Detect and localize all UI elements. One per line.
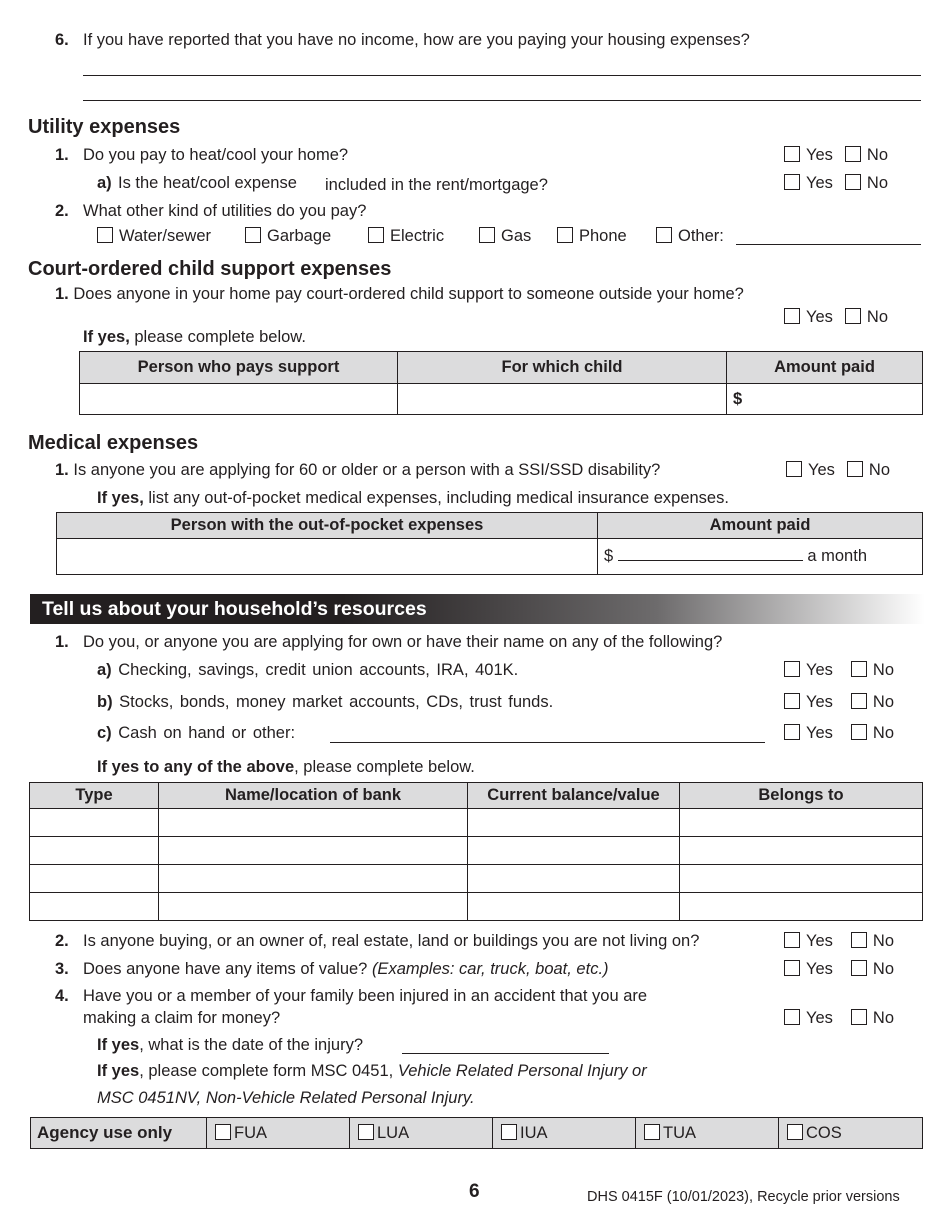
table-cell[interactable] (159, 809, 468, 837)
no-checkbox[interactable] (851, 693, 867, 709)
sub-question-text: Is the heat/cool expense (118, 174, 297, 192)
table-cell[interactable] (30, 893, 159, 921)
yes-checkbox[interactable] (784, 661, 800, 677)
agency-use-table (30, 1117, 923, 1149)
instruction: If yes, list any out-of-pocket medical expenses, including medical insurance expenses. (97, 489, 729, 507)
table-cell[interactable] (468, 809, 680, 837)
injury-date-prompt: If yes, what is the date of the injury? (97, 1036, 364, 1054)
no-checkbox[interactable] (851, 724, 867, 740)
utility-option-electric: Electric (368, 227, 444, 246)
column-header: Amount paid (727, 352, 923, 384)
yes-no-choice: Yes No (784, 308, 888, 327)
table-cell[interactable] (680, 837, 923, 865)
column-header: Type (30, 783, 159, 809)
no-checkbox[interactable] (851, 932, 867, 948)
sub-question: a) Checking, savings, credit union accounts, IRA, 401K. (97, 661, 519, 679)
question-text: What other kind of utilities do you pay? (83, 202, 367, 220)
sub-question-text: included in the rent/mortgage? (325, 176, 548, 194)
yes-no-choice: Yes No (784, 661, 894, 680)
table-cell[interactable] (30, 837, 159, 865)
yes-no-choice: Yes No (784, 724, 894, 743)
question-text: If you have reported that you have no income, how are you paying your housing expenses? (83, 31, 750, 49)
checkbox[interactable] (644, 1124, 660, 1140)
table-cell[interactable] (680, 809, 923, 837)
checkbox[interactable] (358, 1124, 374, 1140)
table-cell[interactable] (30, 865, 159, 893)
section-heading: Court-ordered child support expenses (28, 258, 392, 280)
checkbox[interactable] (787, 1124, 803, 1140)
utility-option-other: Other: (656, 227, 724, 246)
table-cell[interactable]: $ (727, 384, 923, 415)
yes-checkbox[interactable] (784, 693, 800, 709)
yes-no-choice: Yes No (786, 461, 890, 480)
yes-checkbox[interactable] (784, 960, 800, 976)
no-checkbox[interactable] (847, 461, 863, 477)
checkbox[interactable] (501, 1124, 517, 1140)
form-instruction: MSC 0451NV, Non-Vehicle Related Personal Injury. (97, 1089, 475, 1107)
question-number: 6. (55, 31, 69, 49)
agency-option: FUA (207, 1118, 350, 1149)
agency-option: COS (779, 1118, 923, 1149)
question-text: Do you, or anyone you are applying for own or have their name on any of the following? (83, 633, 723, 651)
table-row (30, 893, 923, 921)
no-checkbox[interactable] (845, 308, 861, 324)
question-text: Does anyone have any items of value? (Examples: car, truck, boat, etc.) (83, 960, 609, 978)
no-checkbox[interactable] (845, 146, 861, 162)
yes-no-choice: Yes No (784, 174, 888, 193)
checkbox[interactable] (368, 227, 384, 243)
column-header: Person with the out-of-pocket expenses (57, 513, 598, 539)
question-text: Is anyone buying, or an owner of, real estate, land or buildings you are not living on? (83, 932, 700, 950)
checkbox[interactable] (245, 227, 261, 243)
utility-option-water: Water/sewer (97, 227, 211, 246)
utility-option-phone: Phone (557, 227, 627, 246)
answer-line[interactable] (83, 75, 921, 76)
table-row (30, 865, 923, 893)
other-asset-line[interactable] (330, 742, 765, 743)
question-number: 1. (55, 633, 69, 651)
question-number: 3. (55, 960, 69, 978)
sub-question: c) Cash on hand or other: (97, 724, 296, 742)
yes-checkbox[interactable] (784, 174, 800, 190)
table-cell[interactable] (680, 893, 923, 921)
instruction: If yes to any of the above, please complete below. (97, 758, 475, 776)
yes-no-choice: Yes No (784, 960, 894, 979)
table-cell[interactable] (680, 865, 923, 893)
checkbox[interactable] (557, 227, 573, 243)
form-id: DHS 0415F (10/01/2023), Recycle prior versions (587, 1189, 900, 1205)
section-heading: Utility expenses (28, 116, 181, 138)
sub-question-letter: a) (97, 174, 112, 192)
form-instruction: If yes, please complete form MSC 0451, Vehicle Related Personal Injury or (97, 1062, 647, 1080)
table-cell[interactable] (468, 837, 680, 865)
column-header: Person who pays support (80, 352, 398, 384)
table-cell[interactable]: $ a month (598, 539, 923, 575)
table-row (30, 809, 923, 837)
table-cell[interactable] (468, 893, 680, 921)
question-number: 2. (55, 202, 69, 220)
no-checkbox[interactable] (845, 174, 861, 190)
table-cell[interactable] (57, 539, 598, 575)
medical-table (56, 512, 923, 575)
section-banner: Tell us about your household’s resources (30, 594, 925, 624)
question-text: 1. Does anyone in your home pay court-ordered child support to someone outside your home? (55, 285, 744, 303)
yes-checkbox[interactable] (784, 724, 800, 740)
checkbox[interactable] (656, 227, 672, 243)
table-cell[interactable] (468, 865, 680, 893)
table-cell[interactable] (159, 865, 468, 893)
yes-checkbox[interactable] (784, 932, 800, 948)
agency-label: Agency use only (31, 1118, 207, 1149)
page-number: 6 (469, 1181, 480, 1202)
column-header: For which child (398, 352, 727, 384)
table-cell[interactable] (30, 809, 159, 837)
yes-checkbox[interactable] (784, 1009, 800, 1025)
child-support-table (79, 351, 923, 415)
yes-no-choice: Yes No (784, 1009, 894, 1028)
yes-checkbox[interactable] (786, 461, 802, 477)
yes-no-choice: Yes No (784, 693, 894, 712)
question-text: Do you pay to heat/cool your home? (83, 146, 349, 164)
no-checkbox[interactable] (851, 960, 867, 976)
answer-line[interactable] (83, 100, 921, 101)
yes-checkbox[interactable] (784, 308, 800, 324)
table-row (30, 837, 923, 865)
utility-option-gas: Gas (479, 227, 531, 246)
column-header: Belongs to (680, 783, 923, 809)
no-checkbox[interactable] (851, 1009, 867, 1025)
table-cell[interactable] (159, 837, 468, 865)
agency-option: TUA (636, 1118, 779, 1149)
section-heading: Medical expenses (28, 432, 199, 454)
sub-question: b) Stocks, bonds, money market accounts, CDs, trust funds. (97, 693, 554, 711)
yes-no-choice: Yes No (784, 932, 894, 951)
agency-option: IUA (493, 1118, 636, 1149)
agency-option: LUA (350, 1118, 493, 1149)
checkbox[interactable] (97, 227, 113, 243)
yes-no-choice: Yes No (784, 146, 888, 165)
no-checkbox[interactable] (851, 661, 867, 677)
column-header: Current balance/value (468, 783, 680, 809)
injury-date-line[interactable] (402, 1053, 609, 1054)
question-number: 1. (55, 146, 69, 164)
checkbox[interactable] (479, 227, 495, 243)
question-text: Have you or a member of your family been injured in an accident that you are (83, 987, 648, 1005)
instruction: If yes, please complete below. (83, 328, 306, 346)
checkbox[interactable] (215, 1124, 231, 1140)
question-number: 2. (55, 932, 69, 950)
column-header: Amount paid (598, 513, 923, 539)
table-cell[interactable] (398, 384, 727, 415)
utility-option-garbage: Garbage (245, 227, 331, 246)
question-text: 1. Is anyone you are applying for 60 or older or a person with a SSI/SSD disability? (55, 461, 661, 479)
resources-table (29, 782, 923, 921)
column-header: Name/location of bank (159, 783, 468, 809)
question-number: 4. (55, 987, 69, 1005)
table-cell[interactable] (80, 384, 398, 415)
table-cell[interactable] (159, 893, 468, 921)
other-utility-line[interactable] (736, 244, 921, 245)
yes-checkbox[interactable] (784, 146, 800, 162)
question-text: making a claim for money? (83, 1009, 281, 1027)
